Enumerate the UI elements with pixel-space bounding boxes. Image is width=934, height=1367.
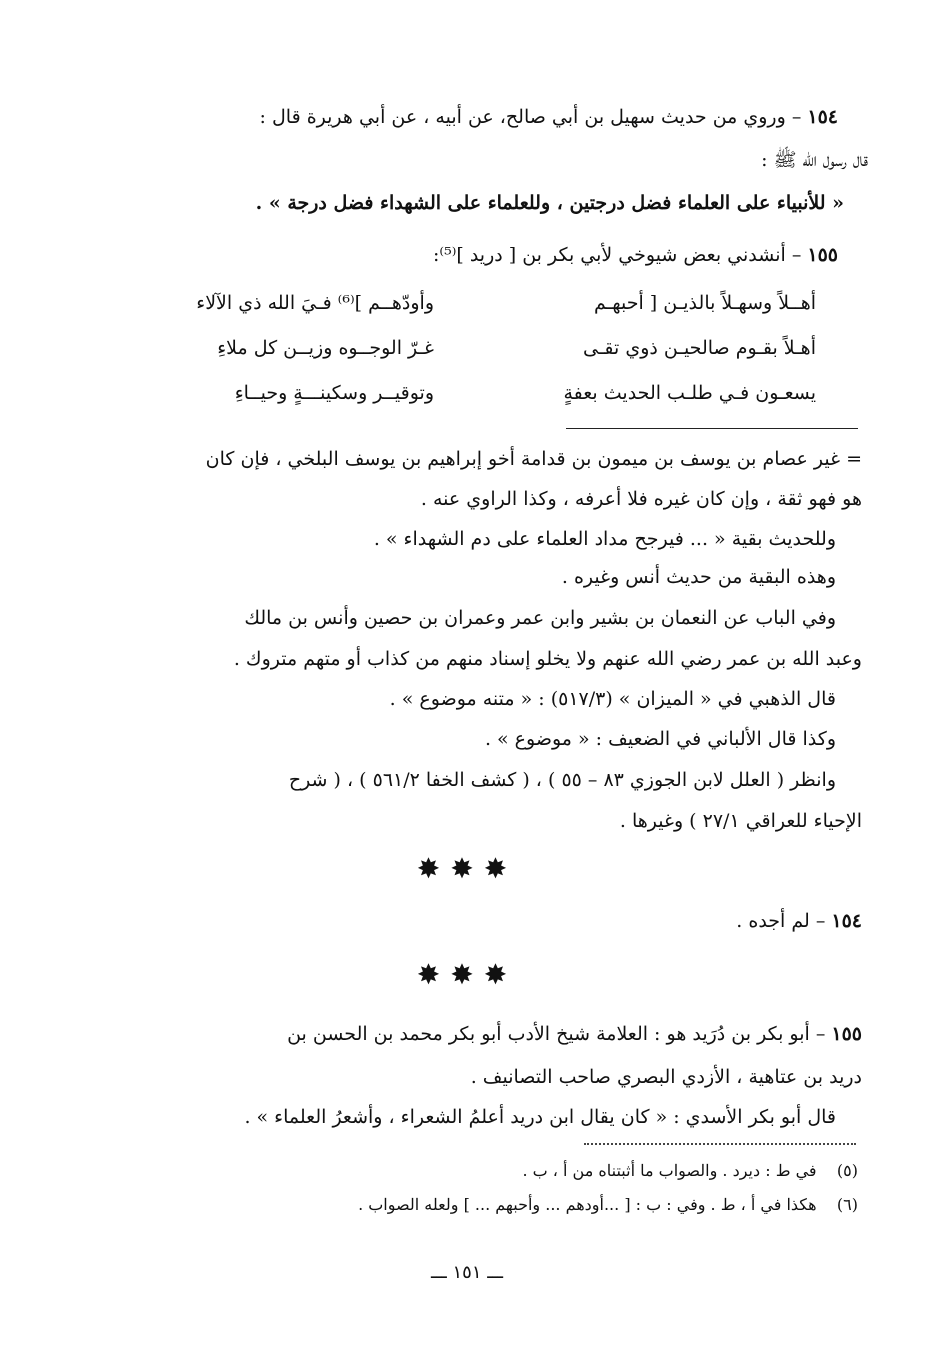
note-text: – أبو بكر بن دُرَيد هو : العلامة شيخ الأدب أبو بكر محمد بن الحسن بن	[287, 1023, 826, 1045]
entry-text: – أنشدني بعض شيوخي لأبي بكر بن [ دريد ]⁽⁵⁾:	[433, 244, 802, 266]
footnote-separator	[566, 428, 858, 429]
verse-hemistich-right: أهـلاً بقـوم صالحيـن ذوي تقـى	[583, 337, 816, 359]
entry-154-line1	[260, 102, 838, 132]
verse-hemistich-left: غـرّ الوجــوه وزيــن كل ملاءِ	[217, 337, 434, 359]
commentary-line: وانظر ( العلل لابن الجوزي ٨٣ – ٥٥ ) ، ( كشف الخفا ٥٦١/٢ ) ، ( شرح	[288, 769, 836, 791]
footnote-number: (٥)	[836, 1161, 858, 1180]
note-155-line1	[287, 1019, 862, 1049]
commentary-line: الإحياء للعراقي ٢٧/١ ) وغيرها .	[619, 810, 862, 832]
footnote	[522, 1158, 858, 1184]
entry-154-hadith: « للأنبياء على العلماء فضل درجتين ، وللعلماء على الشهداء فضل درجة » .	[255, 192, 844, 214]
note-number: ١٥٥	[831, 1023, 862, 1045]
footnote-text: هكذا في أ ، ط . وفي : ب : [ ...أودهم ... وأحبهم ... ] ولعله الصواب .	[358, 1195, 817, 1214]
commentary-line: وكذا قال الألباني في الضعيف : « موضوع » .	[484, 728, 836, 750]
note-154	[736, 906, 862, 936]
commentary-line: هو فهو ثقة ، وإن كان غيره فلا أعرفه ، وكذا الراوي عنه .	[420, 488, 862, 510]
commentary-line: = غير عصام بن يوسف بن ميمون بن قدامة أخو إبراهيم بن يوسف البلخي ، فإن كان	[205, 448, 862, 470]
entry-155-line1	[433, 240, 838, 270]
note-155-line3: قال أبو بكر الأسدي : « كان يقال ابن دريد أعلمُ الشعراء ، وأشعرُ العلماء » .	[244, 1106, 836, 1128]
footnote-text: في ط : ديرد . والصواب ما أثبتناه من أ ، ب .	[522, 1161, 817, 1180]
entry-154-line2: قال رسول الله ﷺ :	[761, 149, 868, 171]
entry-text: – وروي من حديث سهيل بن أبي صالح، عن أبيه ، عن أبي هريرة قال :	[259, 106, 802, 128]
note-text: – لم أجده .	[736, 910, 826, 932]
section-divider-stars: ✸✸✸	[416, 958, 518, 991]
section-divider-stars: ✸✸✸	[416, 852, 518, 885]
commentary-line: وللحديث بقية « ... فيرجح مداد العلماء على دم الشهداء » .	[373, 528, 836, 550]
verse-hemistich-left: وتوقيــر وسكينـــةٍ وحيــاءِ	[234, 382, 434, 404]
verse-hemistich-right: يسعـون فـي طلـب الحديث بعفةٍ	[563, 382, 816, 404]
entry-number: ١٥٤	[807, 106, 838, 128]
page-number: ـــ ١٥١ ـــ	[430, 1262, 504, 1283]
commentary-line: وعبد الله بن عمر رضي الله عنهم ولا يخلو إسناد منهم من كذاب أو متهم متروك .	[233, 648, 862, 670]
note-number: ١٥٤	[831, 910, 862, 932]
footnote	[358, 1192, 858, 1218]
commentary-line: وهذه البقية من حديث أنس وغيره .	[561, 566, 836, 588]
commentary-line: وفي الباب عن النعمان بن بشير وابن عمر وعمران بن حصين وأنس بن مالك	[244, 607, 836, 629]
footnote-dotted-separator	[584, 1143, 856, 1145]
footnote-number: (٦)	[836, 1195, 858, 1214]
verse-hemistich-left: وأودّهــم ]⁽⁶⁾ فـيَ الله ذي الآلاء	[196, 292, 434, 314]
entry-number: ١٥٥	[807, 244, 838, 266]
commentary-line: قال الذهبي في « الميزان » (٥١٧/٣) : « متنه موضوع » .	[389, 688, 836, 710]
verse-hemistich-right: أهــلاً وسهـلاً بالذيـن [ أحبهـم	[594, 292, 816, 314]
note-155-line2: دريد بن عتاهية ، الأزدي البصري صاحب التصانيف .	[470, 1066, 862, 1088]
